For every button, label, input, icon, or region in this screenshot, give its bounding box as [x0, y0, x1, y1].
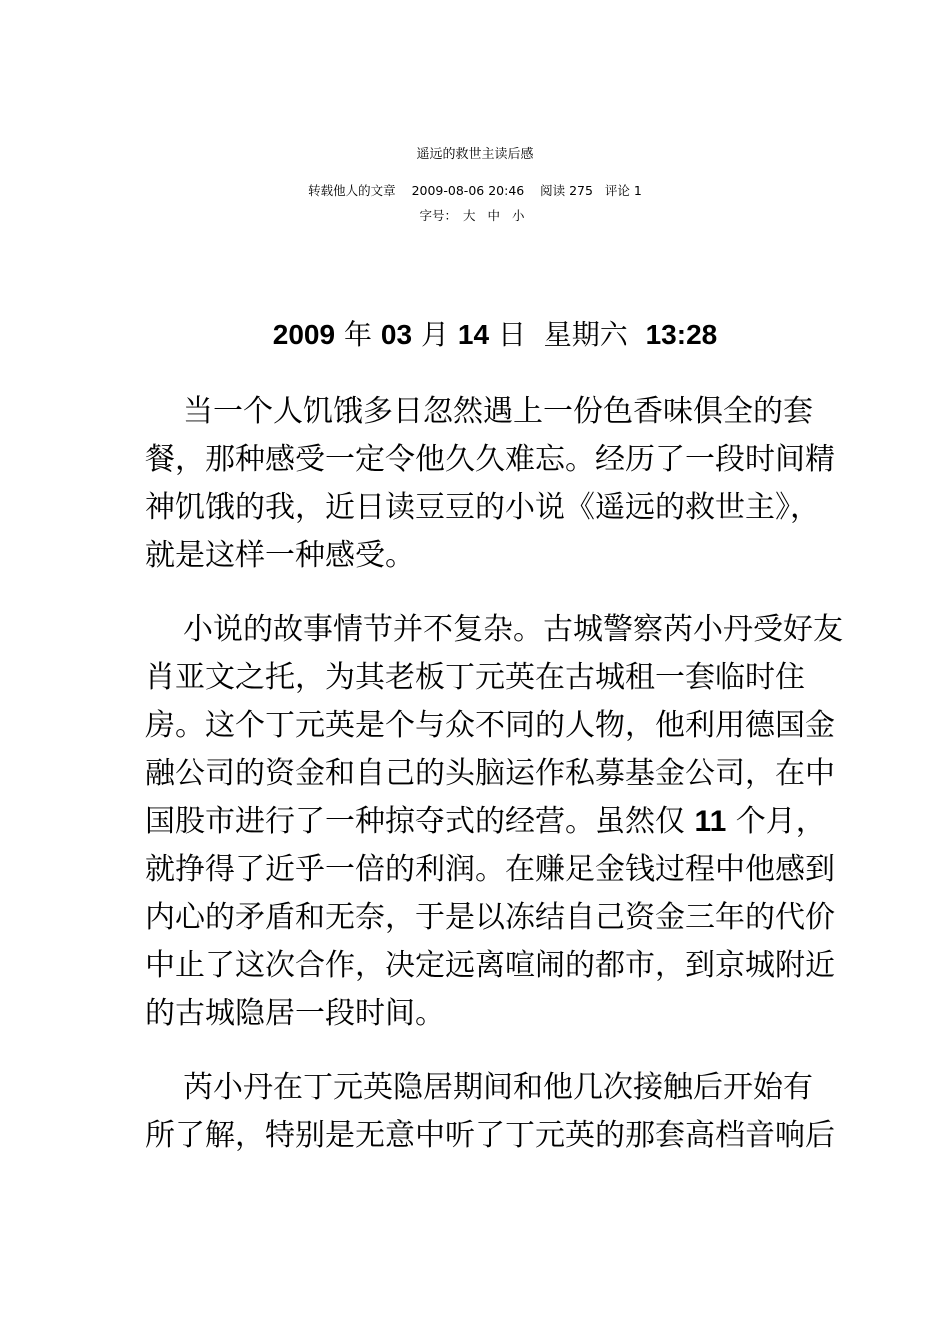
- date-day-unit: 日: [497, 318, 526, 351]
- month-count: 11: [694, 805, 727, 838]
- font-size-label: 字号：: [419, 208, 457, 223]
- text-line: 内心的矛盾和无奈，于是以冻结自己资金三年的代价: [145, 900, 835, 935]
- date-month: 03: [380, 319, 413, 350]
- text-line: 所了解，特别是无意中听了丁元英的那套高档音响后: [145, 1118, 835, 1153]
- text-segment: 国股市进行了一种掠夺式的经营。虽然仅: [145, 804, 695, 839]
- comment-count[interactable]: 评论 1: [604, 183, 642, 198]
- date-heading: [0, 315, 950, 355]
- article-datetime: 2009-08-06 20:46: [411, 183, 525, 198]
- article-meta: [0, 182, 950, 200]
- text-line: 中止了这次合作，决定远离喧闹的都市，到京城附近: [145, 948, 835, 983]
- text-line: [145, 798, 826, 846]
- text-line: 餐，那种感受一定令他久久难忘。经历了一段时间精: [145, 442, 835, 477]
- text-line: 肖亚文之托，为其老板丁元英在古城租一套临时住: [145, 660, 805, 695]
- text-line: 当一个人饥饿多日忽然遇上一份色香味俱全的套: [183, 394, 813, 429]
- text-line: 就挣得了近乎一倍的利润。在赚足金钱过程中他感到: [145, 852, 835, 887]
- text-line: 房。这个丁元英是个与众不同的人物，他利用德国金: [145, 708, 835, 743]
- text-segment: 个月，: [726, 804, 826, 839]
- date-year: 2009: [272, 319, 336, 350]
- text-line: 融公司的资金和自己的头脑运作私募基金公司，在中: [145, 756, 835, 791]
- date-month-unit: 月: [420, 318, 449, 351]
- article-title: 遥远的救世主读后感: [416, 147, 534, 162]
- text-line: 就是这样一种感受。: [145, 538, 415, 573]
- date-time: 13:28: [645, 319, 718, 350]
- font-size-small-link[interactable]: 小: [512, 208, 525, 223]
- font-size-large-link[interactable]: 大: [462, 208, 476, 223]
- paragraph-1: [145, 388, 835, 580]
- article-category[interactable]: 转载他人的文章: [308, 183, 396, 198]
- text-line: 神饥饿的我，近日读豆豆的小说《遥远的救世主》，: [145, 490, 820, 525]
- article-body: [145, 388, 843, 1186]
- date-weekday: 星期六: [543, 318, 628, 351]
- text-line: 小说的故事情节并不复杂。古城警察芮小丹受好友: [183, 612, 843, 647]
- text-line: 的古城隐居一段时间。: [145, 996, 445, 1031]
- font-size-medium-link[interactable]: 中: [487, 208, 501, 223]
- date-year-unit: 年: [343, 318, 372, 351]
- text-line: 芮小丹在丁元英隐居期间和他几次接触后开始有: [183, 1070, 813, 1105]
- font-size-switcher: [0, 207, 950, 225]
- paragraph-3: [145, 1064, 835, 1160]
- read-count: 阅读 275: [540, 183, 593, 198]
- paragraph-2: [145, 606, 843, 1038]
- date-day: 14: [457, 319, 490, 350]
